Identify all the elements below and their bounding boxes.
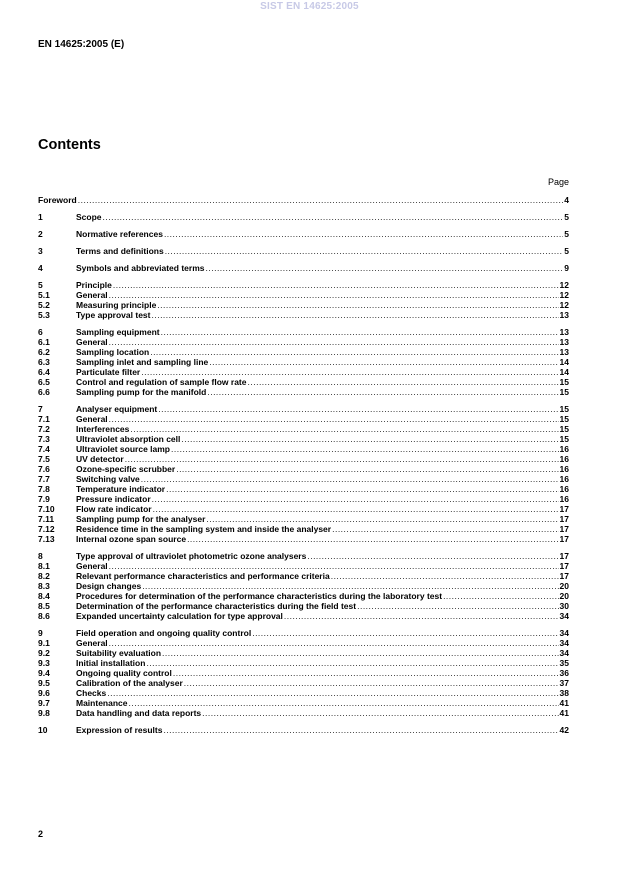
toc-entry-title: Sampling location [76,347,150,357]
toc-entry-page: 16 [559,474,569,484]
toc-entry-page: 12 [559,300,569,310]
toc-entry[interactable] [38,367,569,377]
toc-entry-title: Pressure indicator [76,494,151,504]
toc-entry[interactable] [38,688,569,698]
toc-entry[interactable] [38,290,569,300]
toc-entry-page: 34 [559,628,569,638]
toc-entry-title: Procedures for determination of the performance characteristics during the laboratory test [76,591,443,601]
toc-entry-number: 8.6 [38,611,50,621]
dot-leader [206,263,564,273]
toc-entry-page: 20 [559,591,569,601]
toc-entry-number: 6.1 [38,337,50,347]
dot-leader [248,377,559,387]
toc-entry-number: 6.4 [38,367,50,377]
toc-entry-title: Ultraviolet absorption cell [76,434,181,444]
toc-entry[interactable] [38,524,569,534]
toc-entry[interactable] [38,638,569,648]
toc-entry[interactable] [38,611,569,621]
toc-entry-title: Sampling pump for the analyser [76,514,206,524]
toc-entry[interactable] [38,347,569,357]
toc-entry-number: 7.13 [38,534,55,544]
toc-entry-title: Suitability evaluation [76,648,162,658]
toc-entry-title: Normative references [76,229,163,239]
toc-entry[interactable] [38,212,569,222]
dot-leader [207,387,558,397]
toc-entry-title: Terms and definitions [76,246,164,256]
dot-leader [103,212,564,222]
dot-leader [163,725,558,735]
watermark: SIST EN 14625:2005 [260,1,359,12]
toc-entry-number: 7.11 [38,514,55,524]
toc-entry-title: Interferences [76,424,130,434]
toc-entry-title: General [76,638,108,648]
toc-entry[interactable] [38,698,569,708]
dot-leader [162,648,559,658]
dot-leader [307,551,558,561]
toc-entry[interactable] [38,708,569,718]
toc-entry[interactable] [38,571,569,581]
toc-entry[interactable] [38,534,569,544]
toc-entry-title: Determination of the performance characteristics during the field test [76,601,357,611]
toc-entry-page: 16 [559,444,569,454]
dot-leader [443,591,558,601]
toc-entry-title: Data handling and data reports [76,708,202,718]
dot-leader [357,601,558,611]
toc-entry[interactable] [38,300,569,310]
toc-entry[interactable] [38,474,569,484]
toc-entry-number: 3 [38,246,43,256]
toc-entry-page: 5 [564,246,569,256]
toc-entry-page: 15 [559,387,569,397]
toc-entry-page: 5 [564,212,569,222]
toc-entry[interactable] [38,434,569,444]
toc-entry-page: 16 [559,454,569,464]
toc-entry[interactable] [38,725,569,735]
toc-entry-number: 8.2 [38,571,50,581]
toc-entry-number: 9.7 [38,698,50,708]
toc-entry[interactable] [38,628,569,638]
toc-entry-title: Residence time in the sampling system and inside the analyser [76,524,332,534]
toc-entry[interactable] [38,504,569,514]
toc-entry-page: 5 [564,229,569,239]
toc-entry[interactable] [38,327,569,337]
dot-leader [158,404,558,414]
toc-entry[interactable] [38,658,569,668]
toc-entry-title: Control and regulation of sample flow rate [76,377,247,387]
dot-leader [107,688,558,698]
toc-entry-number: 7.1 [38,414,50,424]
dot-leader [78,195,564,205]
toc-entry[interactable] [38,551,569,561]
dot-leader [153,504,559,514]
dot-leader [113,280,559,290]
toc-entry-number: 9.6 [38,688,50,698]
toc-entry-page: 20 [559,581,569,591]
toc-entry-page: 12 [559,280,569,290]
toc-entry[interactable] [38,246,569,256]
toc-entry-title: Calibration of the analyser [76,678,183,688]
toc-entry-page: 15 [559,434,569,444]
toc-entry-number: 7 [38,404,43,414]
dot-leader [252,628,558,638]
toc-entry-title: General [76,290,108,300]
dot-leader [206,514,558,524]
toc-entry[interactable] [38,444,569,454]
toc-entry-number: 6 [38,327,43,337]
toc-entry[interactable] [38,195,569,205]
toc-entry[interactable] [38,678,569,688]
dot-leader [109,414,559,424]
dot-leader [173,668,559,678]
toc-entry-title: General [76,414,108,424]
toc-entry-page: 17 [559,534,569,544]
toc-entry-page: 13 [559,337,569,347]
toc-entry[interactable] [38,263,569,273]
toc-entry-page: 30 [559,601,569,611]
toc-entry-number: 5.1 [38,290,50,300]
toc-entry-page: 17 [559,571,569,581]
toc-entry-number: 8.5 [38,601,50,611]
toc-entry-title: Principle [76,280,112,290]
toc-entry[interactable] [38,424,569,434]
toc-entry-title: Checks [76,688,107,698]
toc-entry[interactable] [38,280,569,290]
toc-entry-page: 35 [559,658,569,668]
toc-entry-number: 7.2 [38,424,50,434]
toc-entry-number: 6.2 [38,347,50,357]
dot-leader [202,708,558,718]
toc-entry-number: 8.4 [38,591,50,601]
toc-entry-title: Internal ozone span source [76,534,187,544]
dot-leader [146,658,558,668]
toc-entry-title: Sampling inlet and sampling line [76,357,209,367]
toc-entry-number: 8.3 [38,581,50,591]
dot-leader [152,494,559,504]
dot-leader [184,678,559,688]
toc-entry-number: 4 [38,263,43,273]
toc-entry-page: 42 [559,725,569,735]
toc-entry[interactable] [38,404,569,414]
dot-leader [129,698,559,708]
toc-entry[interactable] [38,357,569,367]
toc-entry[interactable] [38,494,569,504]
table-of-contents [38,195,569,735]
toc-entry-number: 9.1 [38,638,50,648]
toc-entry-page: 12 [559,290,569,300]
toc-entry-number: 2 [38,229,43,239]
toc-entry-number: 5 [38,280,43,290]
toc-entry-title: Symbols and abbreviated terms [76,263,205,273]
toc-entry[interactable] [38,648,569,658]
dot-leader [164,229,563,239]
toc-entry[interactable] [38,464,569,474]
toc-entry-number: 7.4 [38,444,50,454]
toc-entry-title: Maintenance [76,698,128,708]
dot-leader [157,300,558,310]
dot-leader [150,347,558,357]
toc-entry-title: Analyser equipment [76,404,158,414]
toc-entry[interactable] [38,668,569,678]
toc-entry-page: 41 [559,698,569,708]
toc-entry-page: 15 [559,424,569,434]
toc-entry[interactable] [38,581,569,591]
toc-entry[interactable] [38,337,569,347]
toc-entry-number: 7.8 [38,484,50,494]
toc-entry[interactable] [38,514,569,524]
toc-entry-title: General [76,337,108,347]
dot-leader [109,337,559,347]
dot-leader [125,454,559,464]
document-id-header: EN 14625:2005 (E) [38,39,125,50]
toc-entry-number: 7.6 [38,464,50,474]
toc-entry-number: 7.7 [38,474,50,484]
toc-entry-page: 41 [559,708,569,718]
toc-entry-title: Scope [76,212,102,222]
dot-leader [109,290,559,300]
toc-entry-number: 9.8 [38,708,50,718]
toc-entry-page: 34 [559,638,569,648]
toc-entry[interactable] [38,601,569,611]
toc-entry-title: Type approval test [76,310,151,320]
toc-entry-title: General [76,561,108,571]
toc-entry-number: 9.3 [38,658,50,668]
contents-heading: Contents [38,137,101,153]
toc-entry-page: 13 [559,327,569,337]
toc-entry-page: 34 [559,648,569,658]
dot-leader [165,246,564,256]
dot-leader [141,367,558,377]
toc-entry-number: 5.2 [38,300,50,310]
toc-entry-title: Initial installation [76,658,146,668]
toc-entry-page: 17 [559,561,569,571]
toc-entry-title: Ozone-specific scrubber [76,464,176,474]
toc-entry-number: 9 [38,628,43,638]
toc-entry[interactable] [38,387,569,397]
toc-entry-page: 17 [559,551,569,561]
toc-entry-number: 10 [38,725,48,735]
toc-entry[interactable] [38,484,569,494]
toc-entry-title: Ultraviolet source lamp [76,444,171,454]
toc-entry-title: Design changes [76,581,142,591]
toc-entry-page: 17 [559,514,569,524]
toc-entry-number: 8 [38,551,43,561]
toc-entry-number: 6.6 [38,387,50,397]
toc-entry-number: 5.3 [38,310,50,320]
toc-entry-page: 17 [559,524,569,534]
toc-entry-page: 4 [564,195,569,205]
toc-entry-number: 7.12 [38,524,55,534]
toc-entry-page: 16 [559,464,569,474]
toc-entry-title: Type approval of ultraviolet photometric ozone analysers [76,551,307,561]
toc-entry[interactable] [38,561,569,571]
toc-entry-title: Sampling pump for the manifold [76,387,207,397]
toc-entry-number: 6.5 [38,377,50,387]
dot-leader [141,474,559,484]
toc-entry-page: 13 [559,347,569,357]
toc-entry-title: Ongoing quality control [76,668,172,678]
toc-entry-number: 8.1 [38,561,50,571]
toc-entry-page: 14 [559,357,569,367]
toc-entry-page: 37 [559,678,569,688]
dot-leader [130,424,558,434]
dot-leader [142,581,558,591]
toc-entry-number: 9.2 [38,648,50,658]
toc-entry-title: Expanded uncertainty calculation for type approval [76,611,283,621]
dot-leader [109,638,559,648]
toc-entry-number: 7.10 [38,504,55,514]
dot-leader [151,310,558,320]
toc-entry-page: 38 [559,688,569,698]
toc-entry-page: 36 [559,668,569,678]
dot-leader [109,561,559,571]
toc-entry-number: 7.9 [38,494,50,504]
dot-leader [332,524,558,534]
dot-leader [181,434,558,444]
toc-entry[interactable] [38,454,569,464]
toc-entry-title: Switching valve [76,474,140,484]
page-column-label: Page [547,177,569,187]
toc-entry-page: 15 [559,404,569,414]
toc-entry-title: UV detector [76,454,124,464]
toc-entry-page: 16 [559,484,569,494]
toc-entry-page: 9 [564,263,569,273]
toc-entry-page: 15 [559,377,569,387]
toc-entry-title: Particulate filter [76,367,141,377]
dot-leader [166,484,558,494]
toc-entry-page: 16 [559,494,569,504]
toc-entry-number: 9.5 [38,678,50,688]
toc-entry-title: Measuring principle [76,300,157,310]
toc-entry[interactable] [38,229,569,239]
toc-entry-page: 15 [559,414,569,424]
toc-entry-number: 7.5 [38,454,50,464]
toc-entry-number: 6.3 [38,357,50,367]
toc-entry-number: 1 [38,212,43,222]
toc-entry-number: 9.4 [38,668,50,678]
dot-leader [331,571,559,581]
toc-entry-title: Sampling equipment [76,327,160,337]
toc-entry[interactable] [38,310,569,320]
toc-entry-title: Field operation and ongoing quality control [76,628,252,638]
toc-entry-title: Temperature indicator [76,484,166,494]
dot-leader [176,464,558,474]
toc-entry-page: 34 [559,611,569,621]
toc-entry-title: Flow rate indicator [76,504,152,514]
toc-entry-page: 13 [559,310,569,320]
toc-entry[interactable] [38,591,569,601]
toc-entry-page: 17 [559,504,569,514]
dot-leader [284,611,559,621]
toc-entry-title: Relevant performance characteristics and performance criteria [76,571,330,581]
toc-entry-title: Foreword [38,195,77,205]
dot-leader [187,534,558,544]
toc-entry[interactable] [38,377,569,387]
toc-entry[interactable] [38,414,569,424]
toc-entry-page: 14 [559,367,569,377]
dot-leader [209,357,558,367]
page-number: 2 [38,829,44,839]
toc-entry-title: Expression of results [76,725,163,735]
dot-leader [161,327,559,337]
dot-leader [171,444,559,454]
toc-entry-number: 7.3 [38,434,50,444]
